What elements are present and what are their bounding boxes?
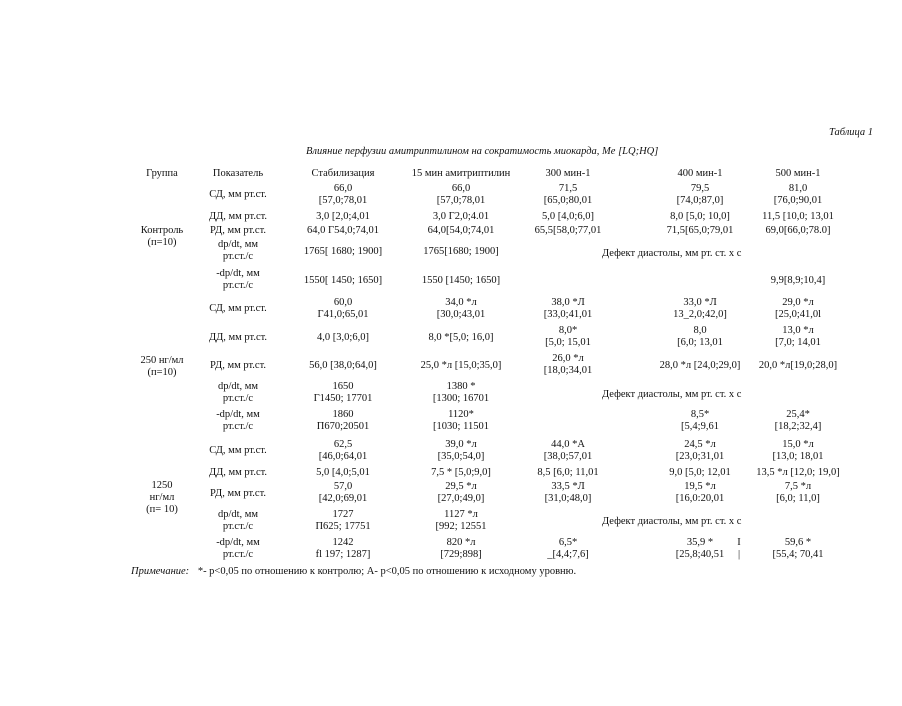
row-label-dd: ДД, мм рт.ст. — [208, 211, 268, 222]
cell — [290, 297, 396, 321]
label-line: -dp/dt, мм — [216, 537, 260, 548]
cell-median: 62,5 — [333, 439, 353, 450]
group-line: нг/мл — [149, 492, 175, 503]
cell-median: 8,0 — [693, 325, 707, 336]
row-label-dd: ДД, мм рт.ст. — [208, 467, 268, 478]
cell: 3,0 Г2,0;4.01 — [432, 211, 490, 222]
cell-range: [7,0; 14,01 — [775, 337, 821, 348]
cell-median: 1120* — [448, 409, 474, 420]
cell: 25,0 *л [15,0;35,0] — [420, 360, 502, 371]
cell-range: [16,0:20,01 — [675, 493, 725, 504]
cell-range: Г1450; 17701 — [313, 393, 373, 404]
cell-median: 59,6 * — [784, 537, 812, 548]
cell — [738, 439, 858, 463]
cell: 11,5 [10,0; 13,01 — [762, 211, 834, 222]
label-line: рт.ст./с — [222, 549, 254, 560]
cell-median: 33,5 *Л — [551, 481, 585, 492]
cell: 71,5[65,0;79,01 — [666, 225, 734, 236]
cell-range: [55,4; 70,41 — [772, 549, 824, 560]
cell — [738, 297, 858, 321]
cell — [526, 481, 610, 505]
group-line: (п= 10) — [146, 504, 178, 515]
table-label: Таблица 1 — [829, 127, 874, 138]
row-label-dpdt — [196, 509, 280, 533]
group-line: (п=10) — [147, 237, 177, 248]
cell-median: 1127 *л — [444, 509, 478, 520]
cell: 1765[ 1680; 1900] — [303, 246, 383, 257]
group-250 — [130, 355, 194, 379]
cell — [396, 381, 526, 405]
label-line: -dp/dt, мм — [216, 409, 260, 420]
group-control — [130, 225, 194, 249]
defect-label: Дефект диастолы, мм рт. ст. х с — [602, 516, 742, 527]
cell-median: 39,0 *л — [445, 439, 477, 450]
cell-range: [33,0;41,01 — [543, 309, 593, 320]
cell-median: 71,5 — [558, 183, 578, 194]
cell — [290, 481, 396, 505]
cell: 28,0 *л [24,0;29,0] — [659, 360, 741, 371]
cell: 69,0[66,0;78.0] — [765, 225, 831, 236]
cell — [290, 509, 396, 533]
group-line: 250 нг/мл — [140, 355, 184, 366]
row-label-dpdt — [196, 381, 280, 405]
header-15min: 15 мин амитриптилин — [411, 168, 511, 179]
cell: 1765[1680; 1900] — [423, 246, 499, 257]
cell: 3,0 [2,0;4,01 — [316, 211, 370, 222]
header-indicator: Показатель — [212, 168, 264, 179]
row-label-sd: СД, мм рт.ст. — [209, 445, 267, 456]
cell-range: П670;20501 — [316, 421, 370, 432]
label-line: рт.ст./с — [222, 251, 254, 262]
cell-range: [65,0;80,01 — [543, 195, 593, 206]
cell — [738, 183, 858, 207]
cell-range: П625; 17751 — [315, 521, 371, 532]
row-label-neg-dpdt — [196, 268, 280, 292]
cell-range: [46,0;64,01 — [318, 451, 368, 462]
cell-range: [25,8;40,51 — [675, 549, 725, 560]
cell-range: [6,0; 13,01 — [677, 337, 723, 348]
cell-median: 15,0 *л — [782, 439, 814, 450]
cell — [526, 439, 610, 463]
cell — [290, 183, 396, 207]
cell-median: 79,5 — [690, 183, 710, 194]
header-400: 400 мин-1 — [677, 168, 723, 179]
label-line: dp/dt, мм — [217, 239, 259, 250]
cell — [396, 439, 526, 463]
cell: 8,5 [6,0; 11,01 — [537, 467, 599, 478]
cell-range: [30,0;43,01 — [436, 309, 486, 320]
header-300: 300 мин-1 — [545, 168, 591, 179]
cell: 64,0 Г54,0;74,01 — [307, 225, 379, 236]
separator-line: I — [737, 537, 741, 548]
cell-median: 66,0 — [451, 183, 471, 194]
cell-range: [42,0;69,01 — [318, 493, 368, 504]
label-line: рт.ст./с — [222, 421, 254, 432]
cell-median: 34,0 *л — [445, 297, 477, 308]
defect-label: Дефект диастолы, мм рт. ст. х с — [602, 248, 742, 259]
cell: 13,5 *л [12,0; 19,0] — [756, 467, 840, 478]
row-label-neg-dpdt — [196, 409, 280, 433]
row-label-sd: СД, мм рт.ст. — [209, 189, 267, 200]
label-line: dp/dt, мм — [217, 509, 259, 520]
label-line: -dp/dt, мм — [216, 268, 260, 279]
label-line: рт.ст./с — [222, 280, 254, 291]
cell-range: [992; 12551 — [435, 521, 487, 532]
cell: 7,5 * [5,0;9,0] — [431, 467, 491, 478]
cell-range: [6,0; 11,0] — [776, 493, 820, 504]
cell — [738, 325, 858, 349]
cell-range: [5,4;9,61 — [681, 421, 719, 432]
row-label-dd: ДД, мм рт.ст. — [208, 332, 268, 343]
cell-median: 1242 — [332, 537, 354, 548]
cell: 9,0 [5,0; 12,01 — [669, 467, 731, 478]
footnote-text: *- p<0,05 по отношению к контролю; А- p<0,05 по отношению к исходному уровню. — [197, 566, 577, 577]
cell-range: [5,0; 15,01 — [545, 337, 591, 348]
header-stabilization: Стабилизация — [311, 168, 375, 179]
row-label-rd: РД, мм рт.ст. — [210, 360, 266, 371]
cell-median: 66,0 — [333, 183, 353, 194]
cell-median: 44,0 *А — [551, 439, 585, 450]
cell-median: 57,0 — [333, 481, 353, 492]
cell — [738, 481, 858, 505]
cell-median: 8,5* — [690, 409, 710, 420]
cell-median: 820 *л — [446, 537, 476, 548]
label-line: рт.ст./с — [222, 393, 254, 404]
cell-range: [1030; 11501 — [433, 421, 489, 432]
cell — [290, 381, 396, 405]
cell: 9,9[8,9;10,4] — [770, 275, 826, 286]
cell: 5,0 [4,0;6,0] — [542, 211, 594, 222]
header-group: Группа — [146, 168, 178, 179]
row-label-sd: СД, мм рт.ст. — [209, 303, 267, 314]
cell-median: 26,0 *л — [552, 353, 584, 364]
cell — [526, 325, 610, 349]
label-line: рт.ст./с — [222, 521, 254, 532]
cell-median: 33,0 *Л — [683, 297, 717, 308]
cell — [290, 409, 396, 433]
separator-line: | — [737, 549, 741, 560]
cell — [396, 183, 526, 207]
group-line: 1250 — [151, 480, 173, 491]
cell: 64,0[54,0;74,01 — [427, 225, 495, 236]
cell — [526, 537, 610, 561]
cell: 8,0 [5,0; 10,0] — [670, 211, 730, 222]
cell-median: 81,0 — [788, 183, 808, 194]
cell-median: 1860 — [332, 409, 354, 420]
cell-range: [27,0;49,0] — [437, 493, 485, 504]
footnote-label: Примечание: — [131, 566, 190, 577]
cell — [396, 297, 526, 321]
cell-median: 29,5 *л — [445, 481, 477, 492]
group-1250 — [130, 480, 194, 516]
cell — [526, 353, 610, 377]
cell-range: Г41,0;65,01 — [317, 309, 369, 320]
cell — [290, 439, 396, 463]
cell-range: [57,0;78,01 — [318, 195, 368, 206]
row-label-rd: РД, мм рт.ст. — [210, 225, 266, 236]
cell-range: [23,0;31,01 — [675, 451, 725, 462]
cell — [526, 297, 610, 321]
cell-median: 1727 — [332, 509, 354, 520]
cell-median: 8,0* — [558, 325, 578, 336]
cell: 1550[ 1450; 1650] — [303, 275, 383, 286]
table-caption: Влияние перфузии амитриптилином на сократимость миокарда, Me [LQ;HQ] — [306, 146, 659, 157]
cell-range: 13_2,0;42,0] — [673, 309, 727, 320]
group-line: Контроль — [140, 225, 184, 236]
cell-range: [1300; 16701 — [432, 393, 490, 404]
cell-median: 19,5 *л — [684, 481, 716, 492]
cell — [526, 183, 610, 207]
cell: 4,0 [3,0;6,0] — [317, 332, 369, 343]
cell — [396, 481, 526, 505]
cell-median: 13,0 *л — [782, 325, 814, 336]
cell-range: [57,0;78,01 — [436, 195, 486, 206]
cell: 65,5[58,0;77,01 — [534, 225, 602, 236]
cell: 20,0 *л[19,0;28,0] — [758, 360, 838, 371]
cell-range: [729;898] — [440, 549, 482, 560]
cell-range: [74,0;87,0] — [676, 195, 724, 206]
header-500: 500 мин-1 — [775, 168, 821, 179]
cell-range: [13,0; 18,01 — [772, 451, 824, 462]
cell-range: [18,2;32,4] — [774, 421, 822, 432]
cell-range: fl 197; 1287] — [315, 549, 371, 560]
cell-median: 29,0 *л — [782, 297, 814, 308]
cell: 5,0 [4,0;5,01 — [316, 467, 370, 478]
cell — [396, 537, 526, 561]
group-line: (п=10) — [147, 367, 177, 378]
cell — [396, 509, 526, 533]
cell-median: 1650 — [332, 381, 354, 392]
cell — [396, 409, 526, 433]
cell-median: 24,5 *л — [684, 439, 716, 450]
defect-label: Дефект диастолы, мм рт. ст. х с — [602, 389, 742, 400]
cell: 56,0 [38,0;64,0] — [309, 360, 377, 371]
row-label-dpdt — [196, 239, 280, 263]
cell-range: [25,0;41,0l — [774, 309, 822, 320]
cell — [738, 537, 858, 561]
cell-median: 1380 * — [446, 381, 476, 392]
cell-range: [31,0;48,0] — [544, 493, 592, 504]
cell-range: [35,0;54,0] — [437, 451, 485, 462]
cell-median: 38,0 *Л — [551, 297, 585, 308]
cell — [738, 409, 858, 433]
row-label-rd: РД, мм рт.ст. — [210, 488, 266, 499]
cell-median: 6,5* — [558, 537, 578, 548]
cell-median: 7,5 *л — [784, 481, 812, 492]
cell-range: [76,0;90,01 — [773, 195, 823, 206]
cell: 8,0 *[5,0; 16,0] — [428, 332, 494, 343]
cell-median: 60,0 — [333, 297, 353, 308]
cell-range: [18,0;34,01 — [543, 365, 593, 376]
cell: 1550 [1450; 1650] — [421, 275, 501, 286]
cell-range: [38,0;57,01 — [543, 451, 593, 462]
cell-range: _[4,4;7,6] — [547, 549, 589, 560]
row-label-neg-dpdt — [196, 537, 280, 561]
cell-median: 35,9 * — [686, 537, 714, 548]
cell-median: 25,4* — [786, 409, 810, 420]
cell — [290, 537, 396, 561]
label-line: dp/dt, мм — [217, 381, 259, 392]
footnote — [131, 566, 576, 578]
